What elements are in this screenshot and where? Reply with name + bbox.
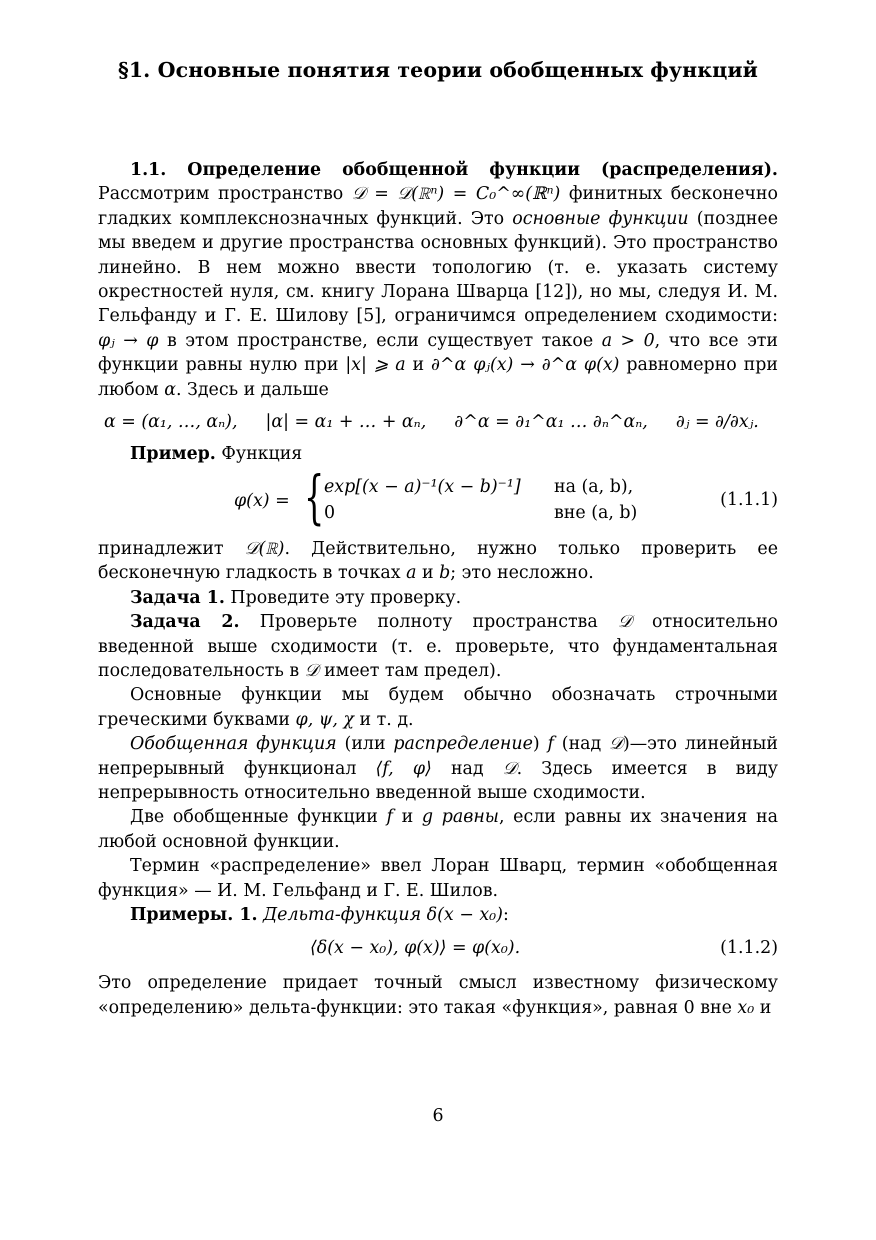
page-number: 6 <box>432 1106 444 1126</box>
equation-number: (1.1.2) <box>720 938 778 959</box>
task-1: Задача 1. Проведите эту проверку. <box>130 587 462 608</box>
examples-delta-intro: Примеры. 1. Дельта-функция δ(x − x₀): <box>130 904 509 925</box>
equation-1-1-1: φ(x) = { exp[(x − a)⁻¹(x − b)⁻¹] 0 на (a, b), вне (a, b) (1.1.1) <box>234 462 778 531</box>
equation-number: (1.1.1) <box>720 489 778 510</box>
multi-index-formula: α = (α₁, …, αₙ), |α| = α₁ + … + αₙ, ∂^α = ∂₁^α₁ … ∂ₙ^αₙ, ∂ⱼ = ∂/∂xⱼ. <box>104 412 759 433</box>
paragraph-terms-history: Термин «распределение» ввел Лоран Шварц, термин «обобщенная функция» — И. М. Гельфанд и Г. Е. Шилов. <box>98 856 778 901</box>
example-intro: Пример. Функция <box>130 444 303 465</box>
task-2: Задача 2. Проверьте полноту пространства 𝒟 относительно введенной выше сходимости (т. е. проверьте, что фундаментальная последовательность в 𝒟 имеет там предел). <box>98 612 779 681</box>
subsection-title: 1.1. Определение обобщенной функции (распределения). <box>130 160 778 180</box>
paragraph-example-belongs: принадлежит 𝒟(ℝ). Действительно, нужно только проверить ее бесконечную гладкость в точках a и b; это несложно. <box>98 538 779 584</box>
left-brace: { <box>304 462 325 531</box>
paragraph-generalized-function-def: Обобщенная функция (или распределение) f (над 𝒟)—это линейный непрерывный функционал ⟨f, φ⟩ над 𝒟. Здесь имеется в виду непрерывность относительно введенной выше сходимости. <box>98 734 778 803</box>
equation-1-1-2: ⟨δ(x − x₀), φ(x)⟩ = φ(x₀). (1.1.2) <box>98 933 778 963</box>
paragraph-greek-letters: Основные функции мы будем обычно обозначать строчными греческими буквами φ, ψ, χ и т. д. <box>98 685 778 730</box>
paragraph-definition-space: 1.1. Определение обобщенной функции (распределения). Рассмотрим пространство 𝒟 = 𝒟(ℝⁿ) = C₀^∞(ℝⁿ) финитных бесконечно гладких комплекснозначных функций. Это основные функции (позднее мы введем и другие пространства основных функций). Это пространство линейно. В нем можно ввести топологию (т. е. указать систему окрестностей нуля, см. книгу Лорана Шварца [12]), но мы, следуя И. М. Гельфанду и Г. Е. Шилову [5], ограничимся определением сходимости: φⱼ → φ в этом пространстве, если существует такое a > 0, что все эти функции равны нулю при |x| ⩾ a и ∂^α φⱼ(x) → ∂^α φ(x) равномерно при любом α. Здесь и дальше <box>98 160 779 400</box>
page-title: §1. Основные понятия теории обобщенных функций <box>118 58 758 82</box>
paragraph-equality: Две обобщенные функции f и g равны, если равны их значения на любой основной функции. <box>98 807 778 852</box>
main-text <box>98 158 778 1020</box>
term-basic-functions: основные функции <box>512 208 689 229</box>
paragraph-delta-physical: Это определение придает точный смысл известному физическому «определению» дельта-функции: это такая «функция», равная 0 вне x₀ и <box>98 973 778 1018</box>
